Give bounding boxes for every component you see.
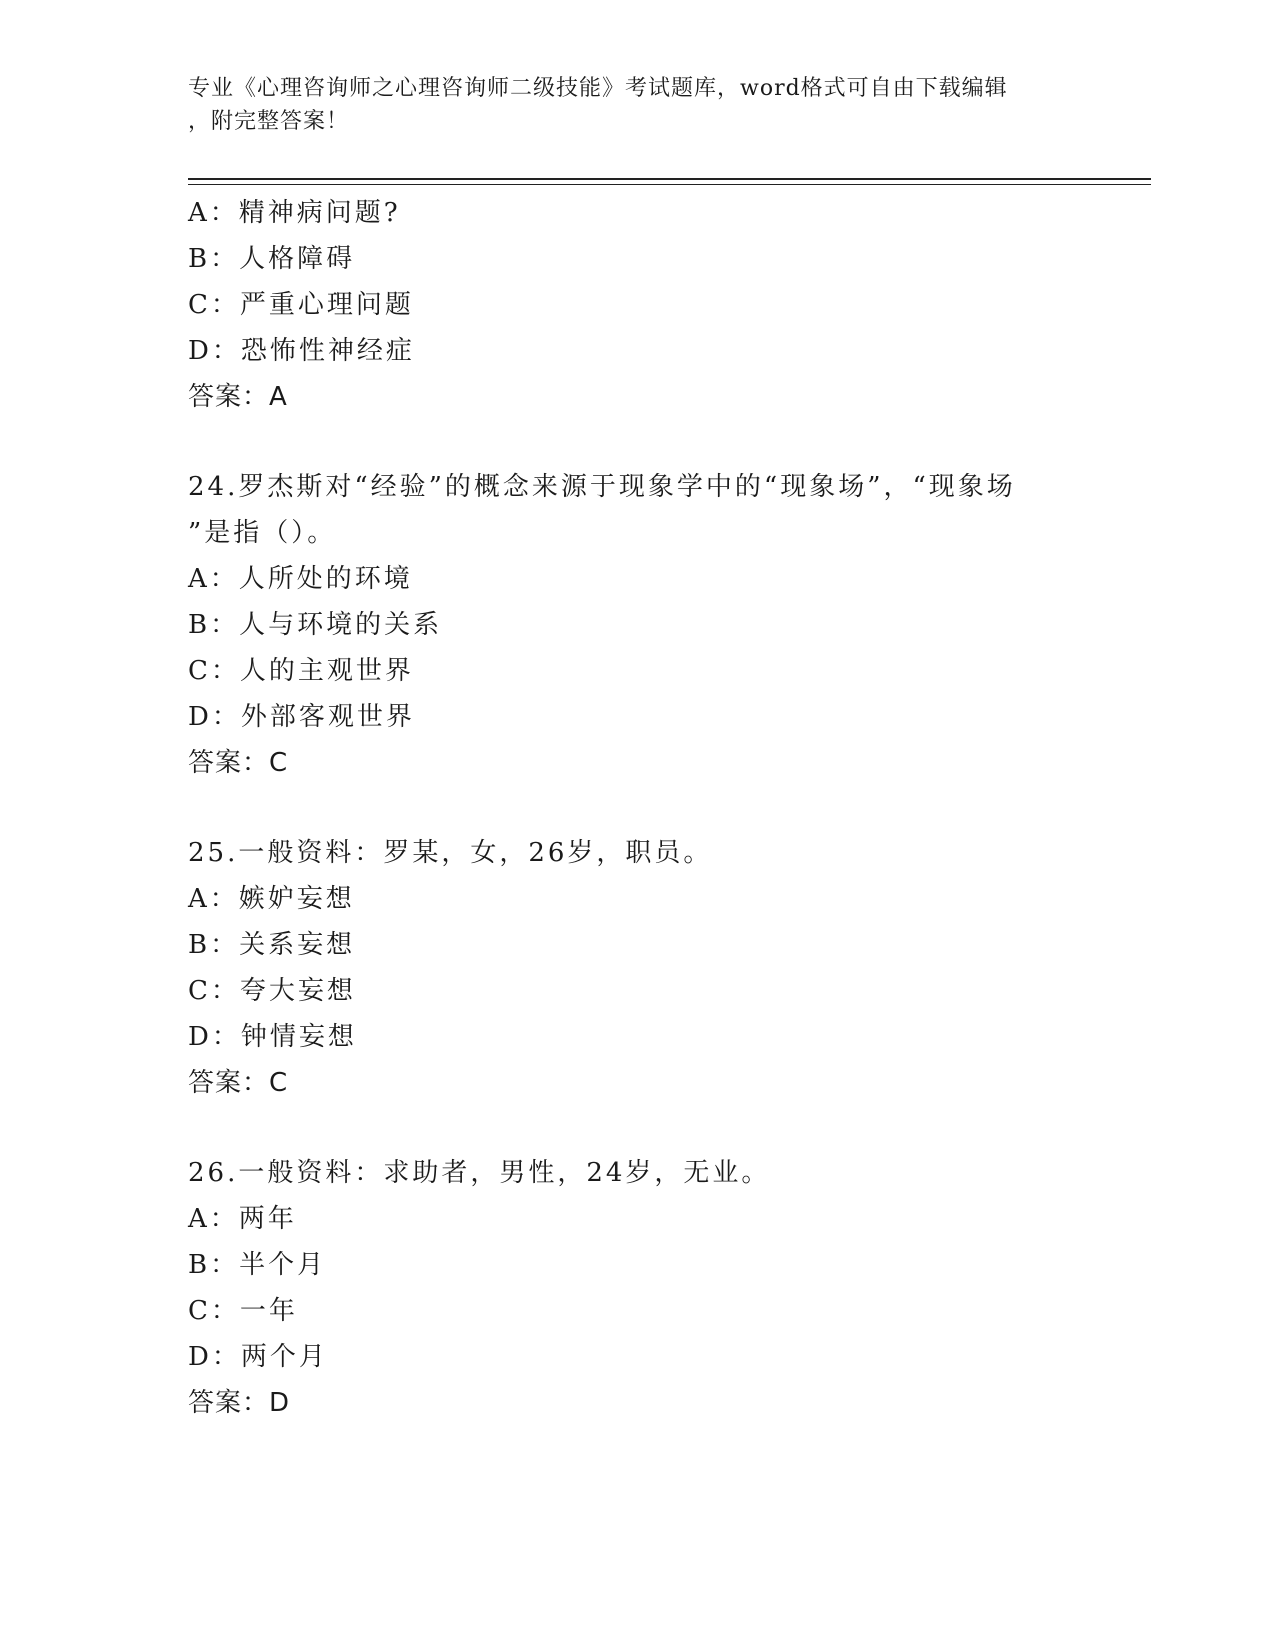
option-d: D：外部客观世界 [188, 702, 415, 732]
option-b: B：半个月 [188, 1250, 327, 1280]
option-b: B：人格障碍 [188, 244, 356, 274]
answer-line: 答案：C [188, 1068, 289, 1098]
spacer [188, 1106, 1088, 1150]
option-d: D：钟情妄想 [188, 1022, 357, 1052]
question-block-23 [188, 190, 1088, 420]
option-a: A：人所处的环境 [188, 564, 413, 594]
question-list [188, 190, 1088, 1426]
spacer [188, 420, 1088, 464]
answer-line: 答案：A [188, 382, 288, 412]
question-stem: 24.罗杰斯对“经验”的概念来源于现象学中的“现象场”，“现象场 ”是指（）。 [188, 472, 1016, 548]
option-d: D：恐怖性神经症 [188, 336, 415, 366]
document-header: 专业《心理咨询师之心理咨询师二级技能》考试题库，word格式可自由下载编辑 ，附完整答案！ [188, 76, 1008, 134]
answer-line: 答案：D [188, 1388, 291, 1418]
header-divider-thin [188, 184, 1151, 185]
answer-line: 答案：C [188, 748, 289, 778]
question-block-25 [188, 830, 1088, 1106]
option-c: C：夸大妄想 [188, 976, 356, 1006]
spacer [188, 786, 1088, 830]
header-divider-thick [188, 178, 1151, 180]
option-c: C：人的主观世界 [188, 656, 414, 686]
option-a: A：两年 [188, 1204, 297, 1234]
question-block-24 [188, 464, 1088, 786]
option-d: D：两个月 [188, 1342, 328, 1372]
option-b: B：关系妄想 [188, 930, 356, 960]
question-stem: 26.一般资料：求助者，男性，24岁，无业。 [188, 1158, 771, 1188]
option-c: C：严重心理问题 [188, 290, 414, 320]
option-b: B：人与环境的关系 [188, 610, 443, 640]
question-block-26 [188, 1150, 1088, 1426]
option-a: A：精神病问题? [188, 198, 401, 228]
question-stem: 25.一般资料：罗某，女，26岁，职员。 [188, 838, 713, 868]
option-c: C：一年 [188, 1296, 298, 1326]
option-a: A：嫉妒妄想 [188, 884, 355, 914]
